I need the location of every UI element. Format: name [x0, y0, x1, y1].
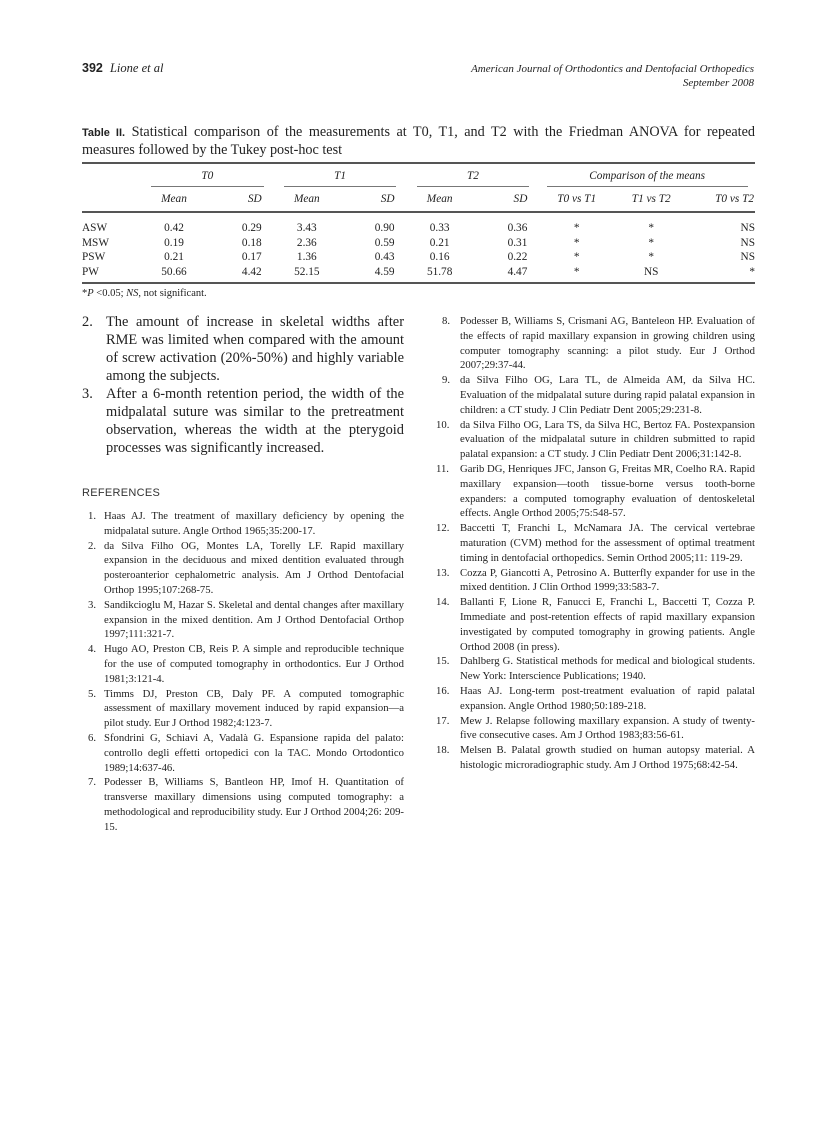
- table-subheader-empty: [82, 187, 141, 212]
- footnote-ns-label: NS: [126, 288, 139, 299]
- reference-item: 1. Haas AJ. The treatment of maxillary deficiency by opening the midpalatal suture. Angle Orthod 1965;35:200-17.: [88, 510, 404, 537]
- reference-item: 18. Melsen B. Palatal growth studied on human autopsy material. A histologic microradiographic study. Am J Orthod 1975;68:42-54.: [436, 744, 755, 771]
- table-cell: 0.18: [241, 236, 262, 249]
- journal-issue: September 2008: [682, 77, 754, 89]
- reference-item: 12. Baccetti T, Franchi L, McNamara JA. The cervical vertebrae maturation (CVM) method for the assessment of optimal treatment timing in dentofacial orthopedics. Semin Orthod 2005;11: 119-29.: [436, 522, 755, 564]
- reference-item: 7. Podesser B, Williams S, Bantleon HP, Imof H. Quantitation of transverse maxillary dimensions using computed tomography: a methodological and reproducibility study. Eur J Orthod 2004;26: 209-15.: [88, 776, 404, 833]
- table-group-header-row: [82, 163, 755, 187]
- table-row: [82, 236, 755, 251]
- table-cell: NS: [740, 251, 755, 263]
- table-group-t2: T2: [407, 163, 540, 187]
- table-subheader: SD: [340, 187, 407, 212]
- table-subheader: SD: [473, 187, 540, 212]
- table-cell: 50.66: [141, 265, 207, 284]
- row-label: PSW: [82, 251, 106, 263]
- table-subheader: T1 vs T2: [614, 187, 689, 212]
- reference-item: 8. Podesser B, Williams S, Crismani AG, Banteleon HP. Evaluation of the effects of rapid maxillary expansion in growing children using computer tomography scanning: a pilot study. Eur J Orthod 2007;29:37-44.: [442, 315, 755, 372]
- table-cell: *: [689, 265, 755, 284]
- table-cell: 0.21: [429, 236, 450, 249]
- reference-item: 9. da Silva Filho OG, Lara TL, de Almeida AM, da Silva HC. Evaluation of the midpalatal suture during rapid palatal expansion in children: a CT study. J Clin Pediatr Dent 2005;29:231-8.: [442, 374, 755, 416]
- table-cell: 4.47: [473, 265, 540, 284]
- table-cell: 3.43: [296, 222, 317, 234]
- table-cell: 0.59: [374, 236, 395, 249]
- table-footnote: [82, 288, 207, 299]
- table-cell: 0.17: [241, 251, 262, 263]
- table-subheader: T0 vs T2: [689, 187, 755, 212]
- table-cell: 0.22: [507, 251, 528, 263]
- table-group-t0: T0: [141, 163, 274, 187]
- page-number: 392: [82, 61, 103, 75]
- table-cell: *: [573, 236, 580, 249]
- table-cell: *: [573, 251, 580, 263]
- reference-item: 4. Hugo AO, Preston CB, Reis P. A simple and reproducible technique for the use of computed tomography in orthodontics. Eur J Orthod 1981;3:121-4.: [88, 643, 404, 685]
- reference-item: 2. da Silva Filho OG, Montes LA, Torelly LF. Rapid maxillary expansion in the deciduous and mixed dentition evaluated through posteroanterior cephalometric analysis. Am J Orthod Dentofacial Orthop 1995;107:268-75.: [88, 539, 404, 596]
- table-cell: 1.36: [296, 251, 317, 263]
- table-cell: 0.29: [241, 222, 262, 234]
- footnote-p-text: <0.05;: [93, 288, 127, 299]
- reference-item: 11. Garib DG, Henriques JFC, Janson G, Freitas MR, Coelho RA. Rapid maxillary expansion—tooth tissue-borne versus tooth-borne expanders: a computed tomography evaluation of dentoskeletal effects. Angle Orthod 2005;75:548-57.: [436, 462, 755, 520]
- table-caption-text: Statistical comparison of the measurements at T0, T1, and T2 with the Friedman ANOVA for repeated measures followed by the Tukey post-hoc test: [82, 124, 755, 158]
- row-label: PW: [82, 265, 141, 284]
- table-cell: 0.33: [429, 222, 450, 234]
- journal-title: American Journal of Orthodontics and Dentofacial Orthopedics: [471, 63, 754, 75]
- table-cell: NS: [740, 236, 755, 249]
- table-cell: NS: [614, 265, 689, 284]
- table-header-empty: [82, 163, 141, 187]
- references-list-right: [436, 314, 755, 773]
- table-cell: *: [539, 265, 614, 284]
- table-group-comparison: Comparison of the means: [539, 163, 755, 187]
- table-cell: *: [648, 236, 655, 249]
- table-cell: 0.21: [164, 251, 184, 263]
- conclusions-list: [82, 313, 404, 457]
- table-cell: NS: [740, 222, 755, 234]
- table-cell: 0.31: [507, 236, 528, 249]
- table-subheader-row: [82, 187, 755, 212]
- table-cell: 52.15: [274, 265, 340, 284]
- reference-item: 17. Mew J. Relapse following maxillary expansion. A study of twenty-five consecutive cases. Am J Orthod 1983;83:56-61.: [436, 714, 755, 742]
- table-subheader: Mean: [407, 187, 473, 212]
- footnote-p-label: P: [87, 288, 94, 299]
- conclusion-item: 2. The amount of increase in skeletal widths after RME was limited when compared with the amount of screw activation (20%-50%) and highly variable among the subjects.: [82, 314, 404, 384]
- running-authors: Lione et al: [109, 61, 164, 75]
- table-cell: 4.42: [207, 265, 274, 284]
- table-label: Table II.: [82, 127, 126, 139]
- table-cell: 2.36: [296, 236, 317, 249]
- table-row: [82, 212, 755, 236]
- table-subheader: Mean: [141, 187, 207, 212]
- footnote-star: *: [82, 288, 88, 299]
- reference-item: 10. da Silva Filho OG, Lara TS, da Silva HC, Bertoz FA. Postexpansion evaluation of the midpalatal suture in children submitted to rapid palatal expansion: a CT study. J Clin Pediatr Dent 2006;31:142-8.: [436, 418, 755, 461]
- reference-item: 5. Timms DJ, Preston CB, Daly PF. A computed tomographic assessment of maxillary movement induced by rapid expansion—a pilot study. Eur J Orthod 1982;4:123-7.: [88, 687, 404, 730]
- table-subheader: T0 vs T1: [539, 187, 614, 212]
- table-cell: 4.59: [340, 265, 407, 284]
- table-cell: *: [573, 222, 580, 234]
- table-row: [82, 250, 755, 265]
- table-cell: 0.43: [374, 251, 395, 263]
- right-column: [436, 314, 755, 773]
- table-group-t1: T1: [274, 163, 407, 187]
- references-heading: REFERENCES: [82, 487, 161, 499]
- row-label: ASW: [82, 222, 108, 234]
- table-cell: 0.19: [164, 236, 184, 249]
- table-cell: 0.90: [374, 222, 395, 234]
- reference-item: 16. Haas AJ. Long-term post-treatment evaluation of rapid palatal expansion. Angle Orthod 1980;50:189-218.: [436, 684, 755, 712]
- running-header-right: [471, 62, 754, 90]
- table-cell: 0.42: [164, 222, 184, 234]
- table-cell: 0.36: [507, 222, 528, 234]
- statistics-table: [82, 162, 755, 284]
- running-header-left: [82, 61, 163, 76]
- table-cell: *: [648, 222, 655, 234]
- reference-item: 15. Dahlberg G. Statistical methods for medical and biological students. New York: Interscience Publications; 1940.: [436, 655, 755, 683]
- table-cell: 0.16: [429, 251, 450, 263]
- table-row: [82, 265, 755, 284]
- reference-item: 6. Sfondrini G, Schiavi A, Vadalà G. Espansione rapida del palato: controllo degli effetti ortopedici con la TAC. Mondo Ortodontico 1989;14:637-46.: [88, 731, 404, 774]
- reference-item: 3. Sandikcioglu M, Hazar S. Skeletal and dental changes after maxillary expansion in the mixed dentition. Am J Orthod Dentofacial Orthop 1997;111:321-7.: [88, 598, 404, 641]
- row-label: MSW: [82, 236, 109, 249]
- conclusion-item: 3. After a 6-month retention period, the width of the midpalatal suture was similar to the pretreatment observation, whereas the width at the pterygoid processes was significantly increased.: [82, 386, 404, 456]
- table-cell: 51.78: [407, 265, 473, 284]
- reference-item: 14. Ballanti F, Lione R, Fanucci E, Franchi L, Baccetti T, Cozza P. Immediate and post-retention effects of rapid maxillary expansion investigated by computed tomography in growing patients. Angle Orthod 2008 (in press).: [436, 596, 755, 653]
- table-subheader: Mean: [274, 187, 340, 212]
- table-caption: [82, 124, 755, 159]
- left-column: [82, 313, 404, 835]
- references-list-left: [82, 509, 404, 835]
- table-subheader: SD: [207, 187, 274, 212]
- table-cell: *: [648, 251, 655, 263]
- reference-item: 13. Cozza P, Giancotti A, Petrosino A. Butterfly expander for use in the mixed dentition. J Clin Orthod 1999;33:583-7.: [436, 566, 755, 594]
- footnote-ns-text: , not significant.: [138, 288, 207, 299]
